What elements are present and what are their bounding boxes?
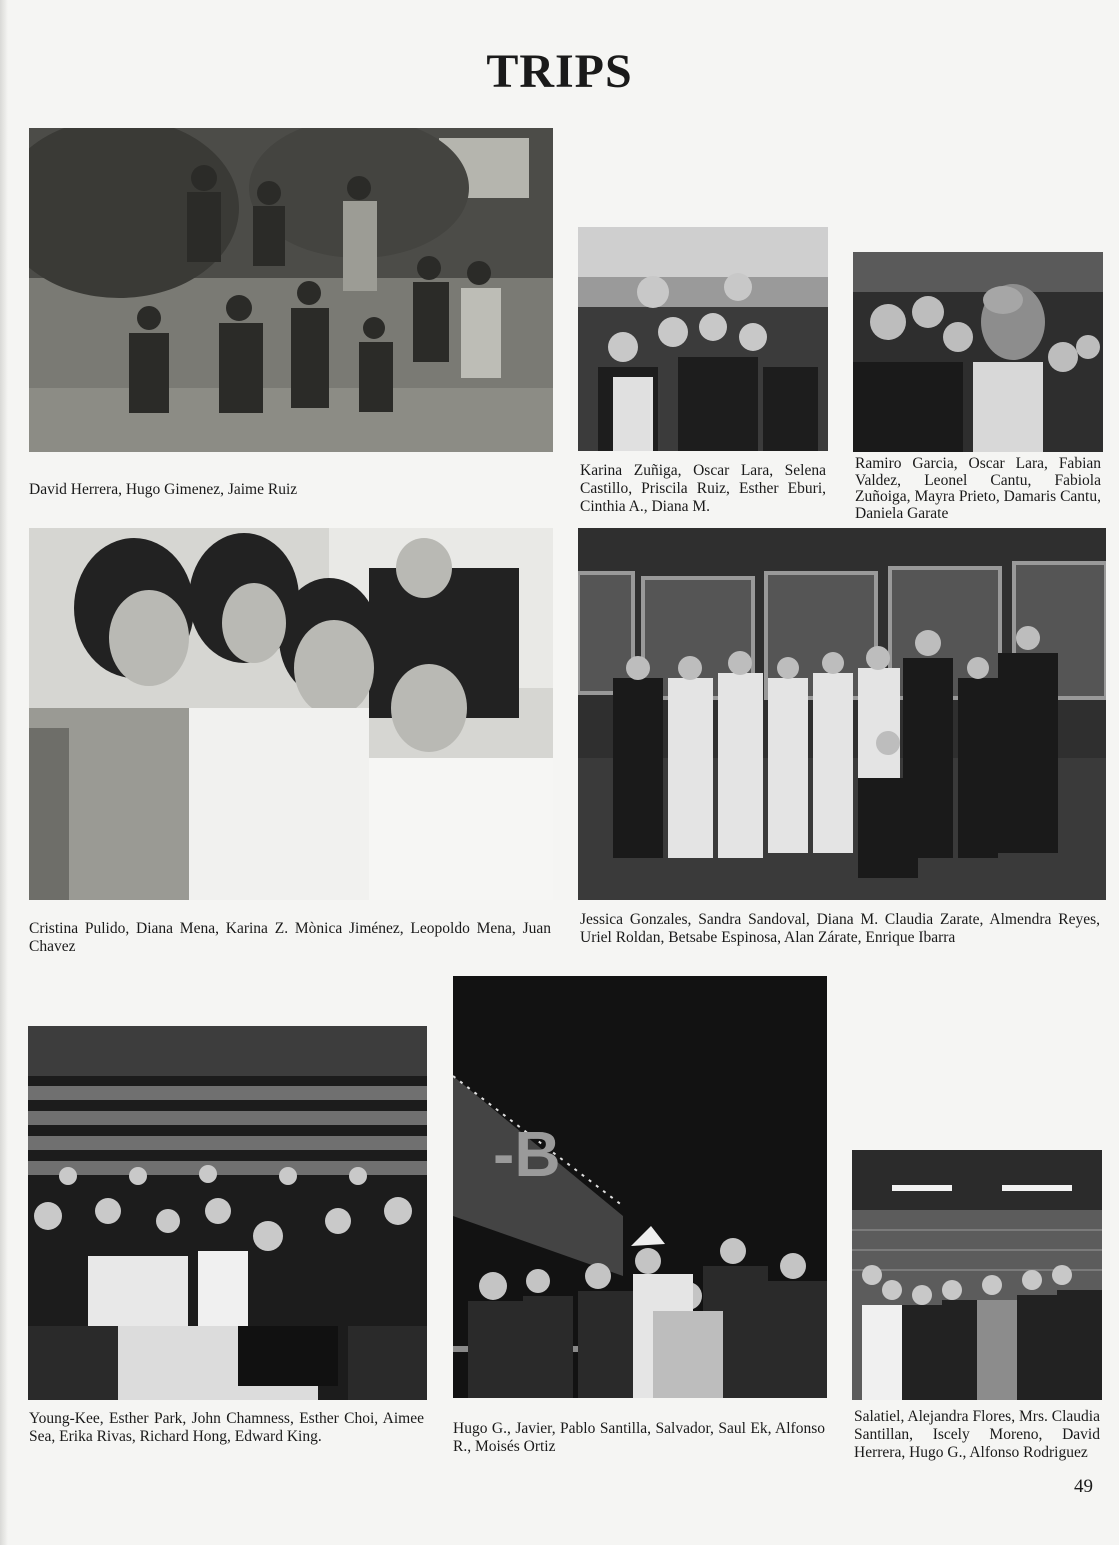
page-edge	[0, 0, 8, 1545]
photo-caption: Hugo G., Javier, Pablo Santilla, Salvador, Saul Ek, Alfonso R., Moisés Ortiz	[453, 1420, 825, 1455]
photo-caption: Cristina Pulido, Diana Mena, Karina Z. Mònica Jiménez, Leopoldo Mena, Juan Chavez	[29, 920, 551, 955]
page-title: TRIPS	[486, 45, 633, 98]
photo-mascot-group	[853, 252, 1103, 452]
photo-market-group	[852, 1150, 1102, 1400]
photo-night-group	[453, 976, 827, 1398]
photo-caption: Jessica Gonzales, Sandra Sandoval, Diana M. Claudia Zarate, Almendra Reyes, Uriel Roldan, Betsabe Espinosa, Alan Zárate, Enrique Ibarra	[580, 911, 1100, 946]
photo-caption: Salatiel, Alejandra Flores, Mrs. Claudia Santillan, Iscely Moreno, David Herrera, Hugo G., Alfonso Rodriguez	[854, 1408, 1100, 1461]
photo-arena-crowd	[28, 1026, 427, 1400]
photo-stadium-group	[29, 528, 553, 900]
photo-caption: Karina Zuñiga, Oscar Lara, Selena Castillo, Priscila Ruiz, Esther Eburi, Cinthia A., Diana M.	[580, 462, 826, 515]
photo-caption: David Herrera, Hugo Gimenez, Jaime Ruiz	[29, 481, 298, 498]
photo-cinema-group	[578, 528, 1106, 900]
photo-bus-group	[578, 227, 828, 451]
photo-outdoor-group	[29, 128, 553, 452]
photo-caption: Young-Kee, Esther Park, John Chamness, Esther Choi, Aimee Sea, Erika Rivas, Richard Hong, Edward King.	[29, 1410, 424, 1445]
svg-text:-B: -B	[493, 1118, 561, 1190]
page-number: 49	[1074, 1476, 1093, 1497]
photo-caption: Ramiro Garcia, Oscar Lara, Fabian Valdez, Leonel Cantu, Fabiola Zuñoiga, Mayra Prieto, Damaris Cantu, Daniela Garate	[855, 455, 1101, 522]
